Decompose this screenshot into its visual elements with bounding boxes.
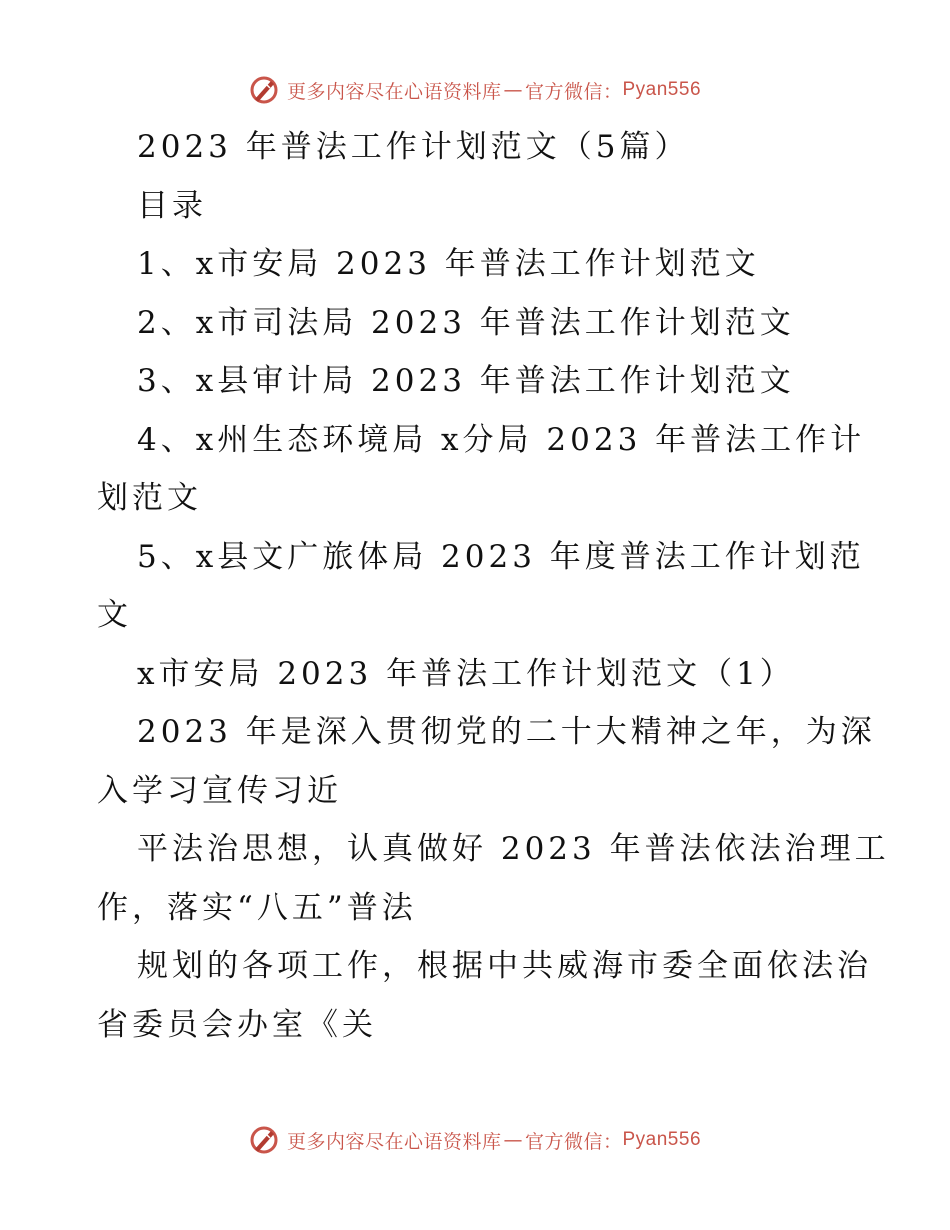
footer-banner xyxy=(0,1120,950,1160)
quill-pen-logo-icon xyxy=(249,1125,279,1155)
paragraph-line: 入学习宣传习近 xyxy=(97,772,342,809)
document-title: 2023 年普法工作计划范文（5篇） xyxy=(137,129,690,165)
section-heading-1: x市安局 2023 年普法工作计划范文（1） xyxy=(137,655,795,692)
paragraph-line: 2023 年是深入贯彻党的二十大精神之年，为深 xyxy=(137,714,876,750)
paragraph-line: 规划的各项工作，根据中共威海市委全面依法治 xyxy=(137,948,872,984)
header-banner xyxy=(0,70,950,110)
document-body xyxy=(97,118,890,1054)
quill-pen-logo-icon xyxy=(249,75,279,105)
paragraph-line: 省委员会办室《关 xyxy=(97,1006,377,1043)
toc-item-5-continued: 文 xyxy=(97,597,132,633)
banner-brand-text: 更多内容尽在心语资料库 xyxy=(286,1130,502,1153)
banner-separator: — xyxy=(503,79,523,101)
toc-item-4-continued: 划范文 xyxy=(97,480,202,516)
banner-brand-text: 更多内容尽在心语资料库 xyxy=(286,80,502,103)
toc-item-4: 4、x州生态环境局 x分局 2023 年普法工作计 xyxy=(137,421,866,458)
banner-wechat-id: Pyan556 xyxy=(622,79,702,100)
toc-heading: 目录 xyxy=(137,187,207,224)
banner-wechat-label: 官方微信： xyxy=(524,80,623,103)
toc-item-5: 5、x县文广旅体局 2023 年度普法工作计划范 xyxy=(137,538,865,575)
toc-item-2: 2、x市司法局 2023 年普法工作计划范文 xyxy=(137,304,795,341)
toc-item-3: 3、x县审计局 2023 年普法工作计划范文 xyxy=(137,363,795,399)
banner-separator: — xyxy=(503,1129,523,1151)
paragraph-line: 平法治思想，认真做好 2023 年普法依法治理工 xyxy=(137,831,890,867)
banner-wechat-id: Pyan556 xyxy=(622,1129,702,1150)
toc-item-1: 1、x市安局 2023 年普法工作计划范文 xyxy=(137,246,760,282)
paragraph-line: 作，落实“八五”普法 xyxy=(97,889,417,926)
banner-wechat-label: 官方微信： xyxy=(524,1130,623,1153)
